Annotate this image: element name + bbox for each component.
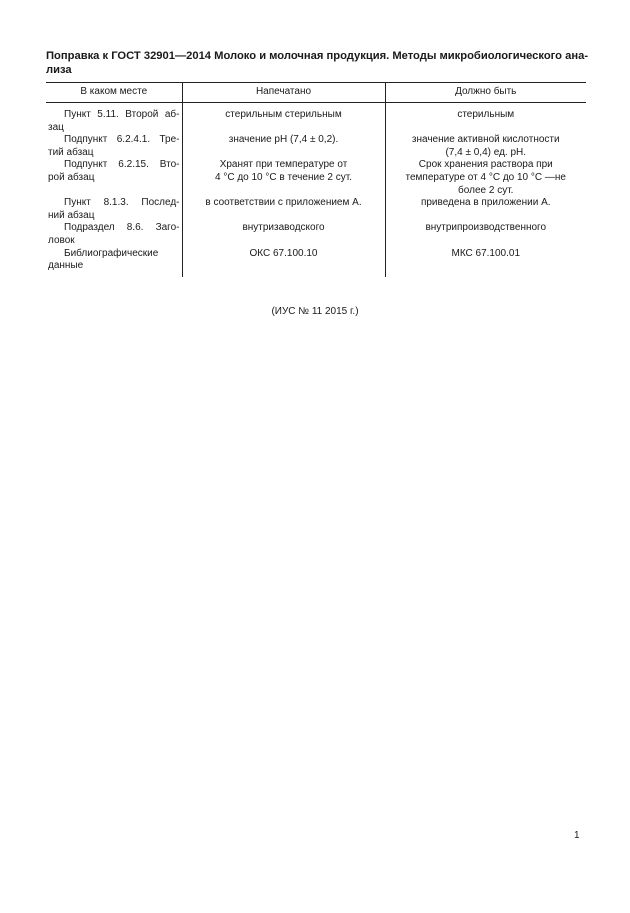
cell-should-be [385,103,586,135]
should-be-line: более 2 сут. [458,184,514,196]
document-title [46,49,589,77]
place-line: тий абзац [48,146,94,158]
cell-printed [182,159,385,197]
cell-place [46,197,182,222]
table-row [46,134,586,159]
should-be-line: температуре от 4 °С до 10 °С —не [405,171,566,183]
place-line: зац [48,121,64,133]
should-be-line: МКС 67.100.01 [451,247,521,259]
table-row [46,248,586,277]
place-line: Пункт 5.11. Второй аб- [64,109,180,120]
page-number: 1 [574,830,580,841]
cell-place [46,159,182,197]
place-line: Подраздел 8.6. Заго- [64,222,180,234]
place-line: Пункт 8.1.3. Послед- [64,197,180,209]
table-row [46,103,586,135]
printed-line: в соответствии с приложением А. [205,197,362,209]
table-header-row [46,83,586,103]
cell-place [46,134,182,159]
cell-printed [182,103,385,135]
table-row [46,197,586,222]
place-line: Подпункт 6.2.15. Вто- [64,159,180,171]
printed-line: внутризаводского [242,222,325,234]
table-row [46,222,586,247]
printed-line: 4 °С до 10 °С в течение 2 сут. [214,171,352,183]
cell-place [46,248,182,277]
place-line: Библиографические [64,247,159,259]
title-line-1: Поправка к ГОСТ 32901—2014 Молоко и молочная продукция. Методы микробиологического ана- [46,50,589,62]
cell-place [46,103,182,135]
title-line-2: лиза [46,64,72,76]
cell-should-be [385,159,586,197]
source-note: (ИУС № 11 2015 г.) [271,306,359,317]
printed-line: Хранят при температуре от [219,159,348,171]
cell-printed [182,248,385,277]
should-be-line: приведена в приложении А. [420,197,551,209]
place-line: рой абзац [48,171,95,183]
should-be-line: Срок хранения раствора при [418,159,553,171]
place-line: ний абзац [48,209,95,221]
cell-printed [182,134,385,159]
should-be-line: стерильным [457,109,515,120]
cell-place [46,222,182,247]
printed-line: ОКС 67.100.10 [249,247,318,259]
header-should-be: Должно быть [385,83,586,103]
cell-should-be [385,248,586,277]
should-be-line: (7,4 ± 0,4) ед. pH. [445,146,527,158]
header-printed: Напечатано [182,83,385,103]
place-line: данные [48,260,84,272]
cell-should-be [385,197,586,222]
cell-should-be [385,222,586,247]
should-be-line: внутрипроизводственного [425,222,547,234]
corrections-table [46,82,586,277]
printed-line: значение pH (7,4 ± 0,2). [228,134,339,146]
cell-should-be [385,134,586,159]
header-place: В каком месте [46,83,182,103]
should-be-line: значение активной кислотности [411,134,560,146]
cell-printed [182,197,385,222]
table-row [46,159,586,197]
cell-printed [182,222,385,247]
printed-line: стерильным стерильным [225,109,342,120]
place-line: Подпункт 6.2.4.1. Тре- [64,134,180,146]
place-line: ловок [48,234,75,246]
